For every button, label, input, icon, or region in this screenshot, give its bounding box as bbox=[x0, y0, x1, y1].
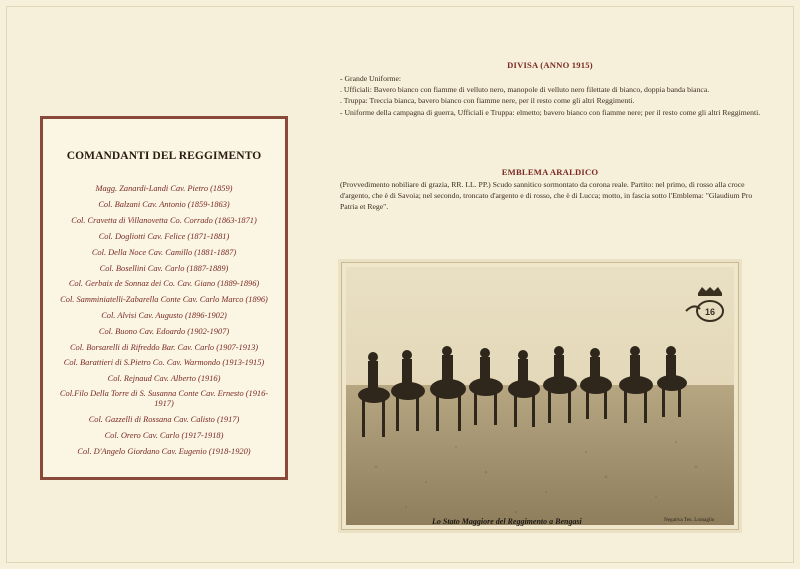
emblema-text: (Provvedimento nobiliare di grazia, RR. LL. PP.) Scudo sannitico sormontato da corona reale. Partito: nel primo, di rosso alla croce d'argento, che è di Savoia; nel secondo, troncato d'argento e di rosso, che è di Lucca; motto, in fascia sotto l'Emblema: "Glaudium Pro Patria et Rege". bbox=[340, 180, 753, 212]
divisa-text bbox=[340, 73, 772, 118]
commanders-list bbox=[47, 181, 281, 460]
photo-credit: Negativa Ten. Lomaglio bbox=[664, 517, 715, 523]
list-item: Col. Gazzelli di Rossana Cav. Calisto (1917) bbox=[88, 414, 240, 424]
list-item: Col. Dogliotti Cav. Felice (1871-1881) bbox=[98, 231, 230, 241]
list-item: Col. Balzani Cav. Antonio (1859-1863) bbox=[98, 199, 230, 209]
list-item: Col. Borsarelli di Rifreddo Bar. Cav. Carlo (1907-1913) bbox=[69, 343, 259, 353]
divisa-line: - Grande Uniforme: bbox=[340, 74, 402, 83]
list-item: Col. Della Noce Cav. Camillo (1881-1887) bbox=[91, 247, 237, 257]
list-item: Col. Bosellini Cav. Carlo (1887-1889) bbox=[99, 263, 229, 273]
list-item: Col. Barattieri di S.Pietro Co. Cav. Warmondo (1913-1915) bbox=[63, 357, 265, 367]
list-item: Col. Cravetta di Villanovetta Co. Corrado (1863-1871) bbox=[71, 215, 257, 225]
divisa-line: . Ufficiali: Bavero bianco con fiamme di velluto nero, manopole di velluto nero filettate di bianco, doppia banda bianca. bbox=[340, 85, 710, 95]
photo-image bbox=[346, 267, 734, 525]
commanders-panel bbox=[40, 116, 288, 480]
divisa-line: - Uniforme della campagna di guerra, Ufficiali e Truppa: elmetto; bavero bianco con fiamme nere; per il resto come gli altri Reggimenti. bbox=[340, 107, 761, 117]
list-item: Col. Rejnaud Cav. Alberto (1916) bbox=[107, 373, 221, 383]
divisa-line: . Truppa: Treccia bianca, bavero bianco con fiamme nere, per il resto come gli altri Reggimenti. bbox=[340, 96, 635, 106]
list-item: Col. D'Angelo Giordano Cav. Eugenio (1918-1920) bbox=[77, 446, 251, 456]
list-item: Col. Gerbaix de Sonnaz dei Co. Cav. Giano (1889-1896) bbox=[68, 279, 260, 289]
list-item: Col. Buono Cav. Edoardo (1902-1907) bbox=[98, 327, 230, 337]
list-item: Col.Filo Della Torre di S. Susanna Conte Cav. Ernesto (1916-1917) bbox=[59, 388, 269, 408]
list-item: Col. Alvisi Cav. Augusto (1896-1902) bbox=[101, 311, 227, 321]
list-item: Col. Orero Cav. Carlo (1917-1918) bbox=[104, 430, 224, 440]
commanders-title: COMANDANTI DEL REGGIMENTO bbox=[66, 150, 262, 162]
list-item: Magg. Zanardi-Landi Cav. Pietro (1859) bbox=[95, 184, 233, 193]
regiment-photo bbox=[341, 262, 739, 530]
photo-caption: Lo Stato Maggiore del Reggimento a Bengasi bbox=[432, 517, 582, 526]
list-item: Col. Samminiatelli-Zabarella Conte Cav. Carlo Marco (1896) bbox=[60, 295, 268, 305]
emblema-title: EMBLEMA ARALDICO bbox=[501, 167, 599, 177]
badge-number: 16 bbox=[704, 307, 716, 317]
divisa-title: DIVISA (ANNO 1915) bbox=[507, 60, 593, 70]
